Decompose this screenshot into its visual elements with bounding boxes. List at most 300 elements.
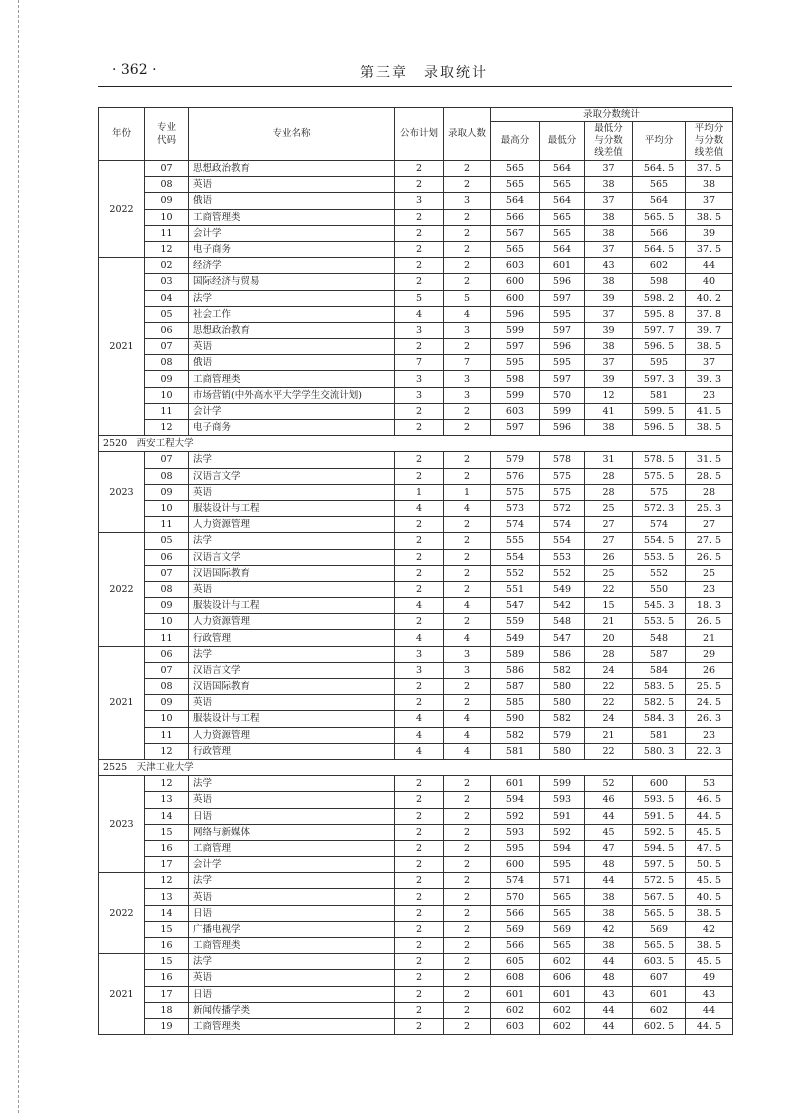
avg-cell: 597. 7	[633, 322, 686, 338]
avg-cell: 550	[633, 581, 686, 597]
max-cell: 592	[491, 808, 540, 824]
major-cell: 汉语言文学	[189, 468, 395, 484]
min-cell: 579	[540, 727, 585, 743]
min-diff-cell: 39	[585, 322, 633, 338]
max-cell: 565	[491, 177, 540, 193]
table-row	[99, 339, 733, 355]
code-cell: 08	[145, 468, 189, 484]
min-diff-cell: 48	[585, 857, 633, 873]
public-plan-cell: 2	[395, 452, 444, 468]
major-cell: 市场营销(中外高水平大学学生交流计划)	[189, 387, 395, 403]
avg-cell: 591. 5	[633, 808, 686, 824]
public-plan-cell: 2	[395, 209, 444, 225]
table-row	[99, 468, 733, 484]
code-cell: 04	[145, 290, 189, 306]
code-cell: 08	[145, 581, 189, 597]
public-plan-cell: 2	[395, 403, 444, 419]
max-cell: 600	[491, 274, 540, 290]
major-cell: 行政管理	[189, 630, 395, 646]
school-name: 2525 天津工业大学	[99, 759, 733, 775]
avg-cell: 600	[633, 776, 686, 792]
major-cell: 工商管理类	[189, 371, 395, 387]
admission-stats-table	[98, 107, 733, 1035]
year-cell: 2021	[99, 954, 145, 1035]
min-diff-cell: 44	[585, 954, 633, 970]
code-cell: 17	[145, 857, 189, 873]
avg-cell: 572. 3	[633, 500, 686, 516]
table-row	[99, 1002, 733, 1018]
school-row	[99, 759, 733, 775]
public-plan-cell: 2	[395, 808, 444, 824]
min-diff-cell: 25	[585, 500, 633, 516]
year-cell: 2021	[99, 646, 145, 759]
avg-cell: 594. 5	[633, 840, 686, 856]
avg-cell: 597. 3	[633, 371, 686, 387]
avg-diff-cell: 45. 5	[686, 824, 733, 840]
min-diff-cell: 31	[585, 452, 633, 468]
avg-cell: 553. 5	[633, 614, 686, 630]
table-row	[99, 1018, 733, 1034]
table-row	[99, 290, 733, 306]
major-cell: 工商管理类	[189, 938, 395, 954]
min-cell: 582	[540, 711, 585, 727]
avg-diff-cell: 23	[686, 387, 733, 403]
admitted-cell: 2	[444, 679, 491, 695]
max-cell: 564	[491, 193, 540, 209]
public-plan-cell: 2	[395, 565, 444, 581]
max-cell: 574	[491, 873, 540, 889]
public-plan-cell: 2	[395, 889, 444, 905]
min-cell: 554	[540, 533, 585, 549]
table-row	[99, 938, 733, 954]
avg-diff-cell: 43	[686, 986, 733, 1002]
max-cell: 589	[491, 646, 540, 662]
code-cell: 11	[145, 517, 189, 533]
table-row	[99, 177, 733, 193]
major-cell: 人力资源管理	[189, 517, 395, 533]
table-row	[99, 857, 733, 873]
public-plan-cell: 2	[395, 938, 444, 954]
col-public-plan: 公布计划	[395, 108, 444, 161]
min-diff-cell: 22	[585, 743, 633, 759]
avg-cell: 596. 5	[633, 420, 686, 436]
min-diff-cell: 42	[585, 921, 633, 937]
max-cell: 587	[491, 679, 540, 695]
col-avg-diff: 平均分 与分数 线差值	[686, 122, 733, 161]
admitted-cell: 2	[444, 840, 491, 856]
major-cell: 广播电视学	[189, 921, 395, 937]
avg-cell: 602. 5	[633, 1018, 686, 1034]
max-cell: 596	[491, 306, 540, 322]
table-row	[99, 792, 733, 808]
page-number: · 362 ·	[112, 62, 157, 78]
major-cell: 人力资源管理	[189, 614, 395, 630]
avg-diff-cell: 38. 5	[686, 905, 733, 921]
major-cell: 电子商务	[189, 241, 395, 257]
code-cell: 06	[145, 646, 189, 662]
public-plan-cell: 2	[395, 873, 444, 889]
code-cell: 10	[145, 614, 189, 630]
table-row	[99, 970, 733, 986]
admitted-cell: 2	[444, 565, 491, 581]
min-cell: 565	[540, 889, 585, 905]
max-cell: 554	[491, 549, 540, 565]
avg-diff-cell: 25. 5	[686, 679, 733, 695]
table-row	[99, 873, 733, 889]
public-plan-cell: 2	[395, 695, 444, 711]
major-cell: 英语	[189, 970, 395, 986]
avg-cell: 592. 5	[633, 824, 686, 840]
year-cell: 2023	[99, 452, 145, 533]
col-avg: 平均分	[633, 122, 686, 161]
admitted-cell: 2	[444, 986, 491, 1002]
avg-diff-cell: 40	[686, 274, 733, 290]
max-cell: 586	[491, 662, 540, 678]
avg-diff-cell: 18. 3	[686, 598, 733, 614]
table-row	[99, 161, 733, 177]
table-row	[99, 581, 733, 597]
max-cell: 599	[491, 322, 540, 338]
table-row	[99, 679, 733, 695]
max-cell: 593	[491, 824, 540, 840]
min-diff-cell: 41	[585, 403, 633, 419]
min-diff-cell: 44	[585, 1002, 633, 1018]
public-plan-cell: 2	[395, 161, 444, 177]
major-cell: 思想政治教育	[189, 322, 395, 338]
min-cell: 592	[540, 824, 585, 840]
avg-diff-cell: 21	[686, 630, 733, 646]
avg-cell: 581	[633, 387, 686, 403]
major-cell: 工商管理	[189, 840, 395, 856]
public-plan-cell: 2	[395, 1018, 444, 1034]
avg-diff-cell: 25. 3	[686, 500, 733, 516]
max-cell: 566	[491, 209, 540, 225]
avg-cell: 584. 3	[633, 711, 686, 727]
avg-cell: 597. 5	[633, 857, 686, 873]
public-plan-cell: 7	[395, 355, 444, 371]
major-cell: 会计学	[189, 857, 395, 873]
min-cell: 569	[540, 921, 585, 937]
avg-cell: 565	[633, 177, 686, 193]
table-body	[99, 161, 733, 1035]
max-cell: 567	[491, 225, 540, 241]
avg-diff-cell: 47. 5	[686, 840, 733, 856]
avg-cell: 567. 5	[633, 889, 686, 905]
admitted-cell: 2	[444, 549, 491, 565]
table-row	[99, 209, 733, 225]
max-cell: 601	[491, 776, 540, 792]
min-diff-cell: 38	[585, 209, 633, 225]
avg-diff-cell: 44	[686, 258, 733, 274]
major-cell: 经济学	[189, 258, 395, 274]
table-row	[99, 695, 733, 711]
admitted-cell: 2	[444, 209, 491, 225]
code-cell: 07	[145, 662, 189, 678]
min-diff-cell: 27	[585, 533, 633, 549]
min-cell: 565	[540, 225, 585, 241]
avg-diff-cell: 45. 5	[686, 873, 733, 889]
table-row	[99, 630, 733, 646]
col-year: 年份	[99, 108, 145, 161]
max-cell: 576	[491, 468, 540, 484]
max-cell: 566	[491, 938, 540, 954]
avg-diff-cell: 44	[686, 1002, 733, 1018]
avg-diff-cell: 37. 5	[686, 241, 733, 257]
public-plan-cell: 4	[395, 630, 444, 646]
admitted-cell: 2	[444, 857, 491, 873]
major-cell: 法学	[189, 452, 395, 468]
major-cell: 法学	[189, 646, 395, 662]
code-cell: 11	[145, 727, 189, 743]
admitted-cell: 3	[444, 646, 491, 662]
table-row	[99, 986, 733, 1002]
min-diff-cell: 52	[585, 776, 633, 792]
table-row	[99, 808, 733, 824]
public-plan-cell: 3	[395, 371, 444, 387]
code-cell: 05	[145, 533, 189, 549]
avg-diff-cell: 29	[686, 646, 733, 662]
table-row	[99, 241, 733, 257]
major-cell: 法学	[189, 873, 395, 889]
admitted-cell: 2	[444, 225, 491, 241]
max-cell: 570	[491, 889, 540, 905]
table-row	[99, 517, 733, 533]
public-plan-cell: 2	[395, 468, 444, 484]
public-plan-cell: 2	[395, 177, 444, 193]
min-cell: 602	[540, 1018, 585, 1034]
avg-diff-cell: 40. 5	[686, 889, 733, 905]
min-cell: 580	[540, 743, 585, 759]
code-cell: 16	[145, 970, 189, 986]
school-row	[99, 436, 733, 452]
admitted-cell: 4	[444, 743, 491, 759]
code-cell: 16	[145, 840, 189, 856]
avg-diff-cell: 39. 3	[686, 371, 733, 387]
admitted-cell: 2	[444, 873, 491, 889]
table-row	[99, 225, 733, 241]
public-plan-cell: 1	[395, 484, 444, 500]
code-cell: 07	[145, 452, 189, 468]
avg-cell: 575. 5	[633, 468, 686, 484]
public-plan-cell: 2	[395, 581, 444, 597]
code-cell: 10	[145, 711, 189, 727]
min-diff-cell: 21	[585, 727, 633, 743]
avg-diff-cell: 45. 5	[686, 954, 733, 970]
major-cell: 服装设计与工程	[189, 500, 395, 516]
code-cell: 05	[145, 306, 189, 322]
min-cell: 549	[540, 581, 585, 597]
major-cell: 网络与新媒体	[189, 824, 395, 840]
major-cell: 人力资源管理	[189, 727, 395, 743]
avg-cell: 552	[633, 565, 686, 581]
admitted-cell: 2	[444, 161, 491, 177]
avg-cell: 584	[633, 662, 686, 678]
min-diff-cell: 28	[585, 646, 633, 662]
min-cell: 578	[540, 452, 585, 468]
max-cell: 575	[491, 484, 540, 500]
table-row	[99, 889, 733, 905]
max-cell: 566	[491, 905, 540, 921]
major-cell: 日语	[189, 986, 395, 1002]
avg-diff-cell: 25	[686, 565, 733, 581]
admitted-cell: 2	[444, 517, 491, 533]
public-plan-cell: 2	[395, 954, 444, 970]
binding-edge	[18, 0, 25, 1113]
min-cell: 575	[540, 468, 585, 484]
min-cell: 542	[540, 598, 585, 614]
code-cell: 09	[145, 484, 189, 500]
table-row	[99, 565, 733, 581]
min-cell: 599	[540, 776, 585, 792]
avg-diff-cell: 38. 5	[686, 339, 733, 355]
avg-cell: 599. 5	[633, 403, 686, 419]
min-cell: 580	[540, 679, 585, 695]
code-cell: 06	[145, 322, 189, 338]
admitted-cell: 2	[444, 970, 491, 986]
admitted-cell: 2	[444, 241, 491, 257]
max-cell: 590	[491, 711, 540, 727]
table-row	[99, 306, 733, 322]
avg-cell: 595. 8	[633, 306, 686, 322]
avg-diff-cell: 41. 5	[686, 403, 733, 419]
admitted-cell: 2	[444, 468, 491, 484]
admitted-cell: 2	[444, 177, 491, 193]
min-cell: 565	[540, 177, 585, 193]
max-cell: 582	[491, 727, 540, 743]
min-cell: 548	[540, 614, 585, 630]
table-row	[99, 355, 733, 371]
avg-cell: 587	[633, 646, 686, 662]
avg-diff-cell: 26	[686, 662, 733, 678]
avg-cell: 548	[633, 630, 686, 646]
min-diff-cell: 38	[585, 339, 633, 355]
min-diff-cell: 28	[585, 468, 633, 484]
major-cell: 法学	[189, 776, 395, 792]
min-cell: 586	[540, 646, 585, 662]
min-cell: 597	[540, 371, 585, 387]
avg-cell: 574	[633, 517, 686, 533]
avg-cell: 564	[633, 193, 686, 209]
avg-diff-cell: 37. 8	[686, 306, 733, 322]
major-cell: 会计学	[189, 225, 395, 241]
school-name: 2520 西安工程大学	[99, 436, 733, 452]
code-cell: 13	[145, 792, 189, 808]
min-cell: 547	[540, 630, 585, 646]
public-plan-cell: 2	[395, 225, 444, 241]
major-cell: 法学	[189, 290, 395, 306]
public-plan-cell: 4	[395, 598, 444, 614]
min-diff-cell: 38	[585, 177, 633, 193]
public-plan-cell: 3	[395, 646, 444, 662]
avg-cell: 607	[633, 970, 686, 986]
avg-cell: 580. 3	[633, 743, 686, 759]
min-cell: 601	[540, 258, 585, 274]
table-row	[99, 274, 733, 290]
major-cell: 英语	[189, 581, 395, 597]
code-cell: 11	[145, 630, 189, 646]
min-diff-cell: 38	[585, 225, 633, 241]
max-cell: 599	[491, 387, 540, 403]
avg-cell: 565. 5	[633, 209, 686, 225]
code-cell: 15	[145, 921, 189, 937]
public-plan-cell: 2	[395, 792, 444, 808]
major-cell: 汉语言文学	[189, 549, 395, 565]
major-cell: 服装设计与工程	[189, 598, 395, 614]
public-plan-cell: 2	[395, 533, 444, 549]
admitted-cell: 2	[444, 889, 491, 905]
table-row	[99, 484, 733, 500]
min-cell: 594	[540, 840, 585, 856]
min-cell: 574	[540, 517, 585, 533]
admitted-cell: 2	[444, 695, 491, 711]
min-cell: 606	[540, 970, 585, 986]
admitted-cell: 2	[444, 954, 491, 970]
min-diff-cell: 22	[585, 679, 633, 695]
avg-cell: 602	[633, 1002, 686, 1018]
major-cell: 社会工作	[189, 306, 395, 322]
table-row	[99, 614, 733, 630]
min-cell: 595	[540, 857, 585, 873]
major-cell: 日语	[189, 905, 395, 921]
min-cell: 593	[540, 792, 585, 808]
header-rule	[98, 86, 732, 87]
code-cell: 12	[145, 873, 189, 889]
year-cell: 2021	[99, 258, 145, 436]
table-row	[99, 598, 733, 614]
avg-diff-cell: 44. 5	[686, 1018, 733, 1034]
code-cell: 12	[145, 420, 189, 436]
min-cell: 564	[540, 161, 585, 177]
avg-cell: 593. 5	[633, 792, 686, 808]
avg-cell: 572. 5	[633, 873, 686, 889]
code-cell: 10	[145, 209, 189, 225]
major-cell: 汉语言文学	[189, 662, 395, 678]
public-plan-cell: 2	[395, 905, 444, 921]
code-cell: 11	[145, 403, 189, 419]
table-row	[99, 500, 733, 516]
avg-diff-cell: 38. 5	[686, 209, 733, 225]
max-cell: 595	[491, 840, 540, 856]
admitted-cell: 3	[444, 371, 491, 387]
major-cell: 英语	[189, 695, 395, 711]
avg-diff-cell: 44. 5	[686, 808, 733, 824]
admitted-cell: 2	[444, 581, 491, 597]
max-cell: 555	[491, 533, 540, 549]
min-cell: 571	[540, 873, 585, 889]
major-cell: 电子商务	[189, 420, 395, 436]
min-diff-cell: 38	[585, 905, 633, 921]
page-header	[98, 62, 732, 82]
avg-cell: 564. 5	[633, 161, 686, 177]
code-cell: 13	[145, 889, 189, 905]
public-plan-cell: 2	[395, 420, 444, 436]
max-cell: 594	[491, 792, 540, 808]
min-diff-cell: 37	[585, 241, 633, 257]
min-diff-cell: 47	[585, 840, 633, 856]
year-cell: 2022	[99, 873, 145, 954]
max-cell: 569	[491, 921, 540, 937]
min-diff-cell: 45	[585, 824, 633, 840]
avg-cell: 554. 5	[633, 533, 686, 549]
min-diff-cell: 28	[585, 484, 633, 500]
public-plan-cell: 2	[395, 241, 444, 257]
year-cell: 2022	[99, 533, 145, 646]
table-row	[99, 371, 733, 387]
max-cell: 573	[491, 500, 540, 516]
major-cell: 会计学	[189, 403, 395, 419]
avg-cell: 601	[633, 986, 686, 1002]
avg-diff-cell: 37. 5	[686, 161, 733, 177]
